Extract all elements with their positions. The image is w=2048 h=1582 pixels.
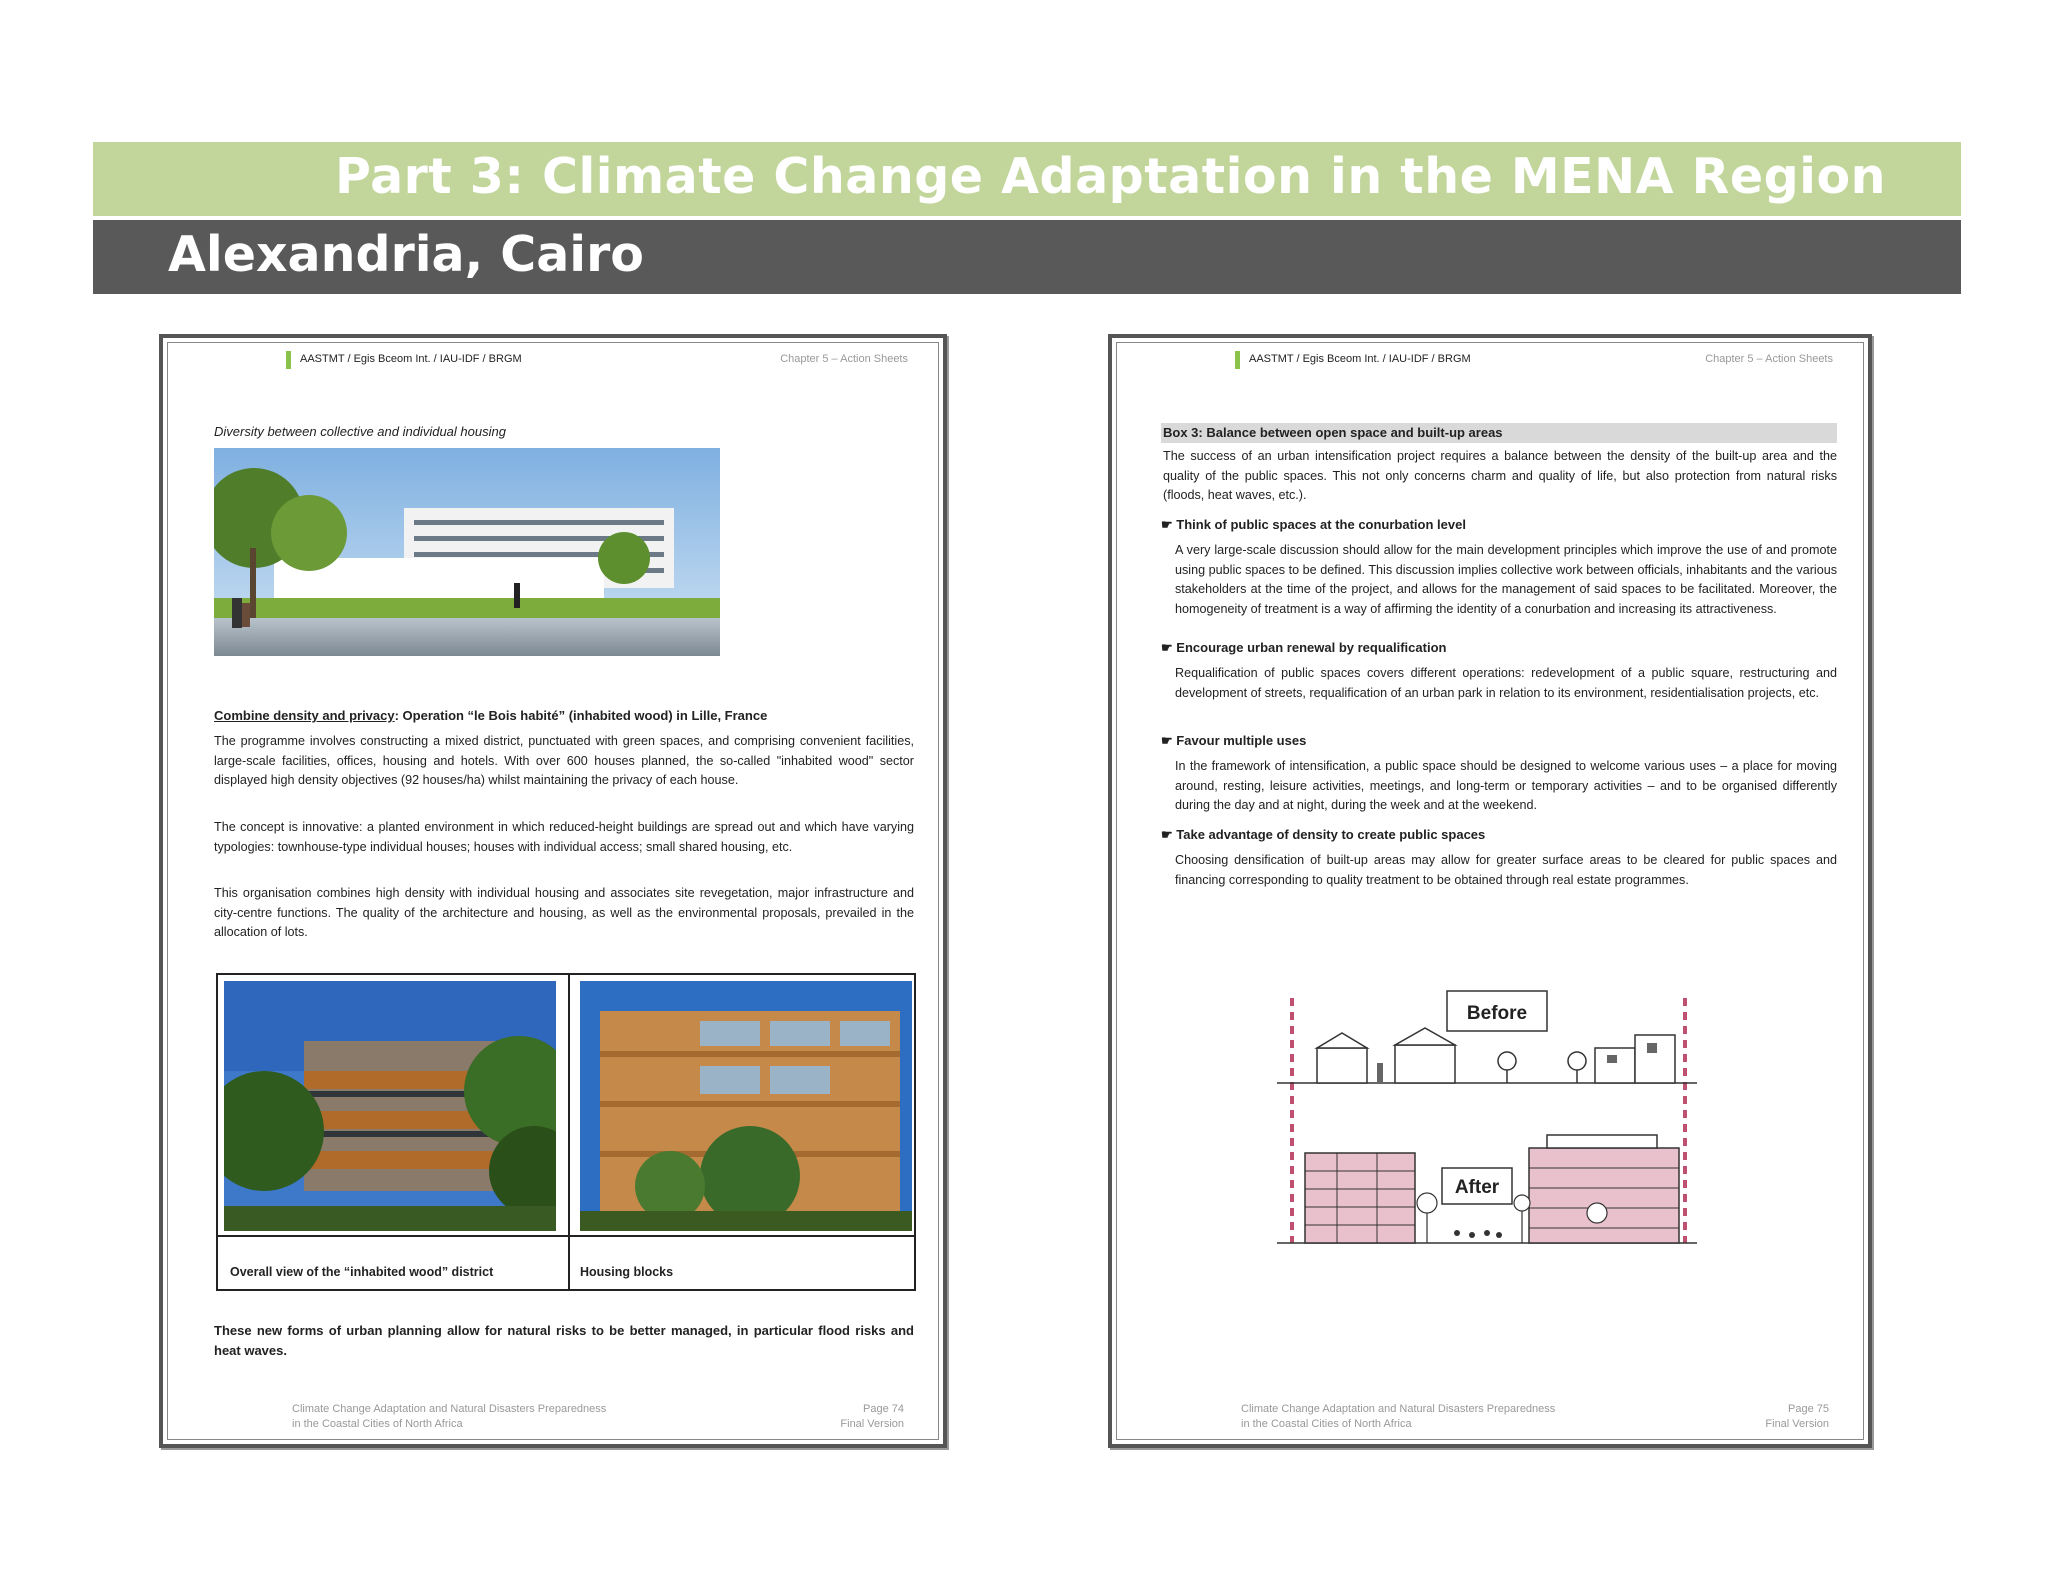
footer-left: Climate Change Adaptation and Natural Disasters Preparedness in the Coastal Cities of North Africa bbox=[292, 1403, 607, 1430]
bullet-body-4: Choosing densification of built-up areas may allow for greater surface areas to be cleared for public spaces and financing corresponding to quality treatment to be obtained through real estate programmes. bbox=[1175, 853, 1837, 887]
box-intro: The success of an urban intensification project requires a balance between the density of the built-up area and the quality of the public spaces. This not only concerns charm and quality of life, but also protection from natural risks (floods, heat waves, etc.). bbox=[1163, 449, 1837, 502]
district-photo bbox=[224, 981, 556, 1231]
page-number: Page 75 bbox=[1788, 1403, 1829, 1415]
box-title: Box 3: Balance between open space and built-up areas bbox=[1161, 423, 1837, 443]
document-page-75 bbox=[1108, 334, 1872, 1448]
housing-photo bbox=[214, 448, 720, 656]
photo-caption-top: Diversity between collective and individual housing bbox=[214, 424, 506, 439]
bullet-body-2: Requalification of public spaces covers different operations: redevelopment of a public square, restructuring and development of streets, requalification of an urban park in relation to its environment, residentialisation projects, etc. bbox=[1175, 666, 1837, 700]
bullet-body-1: A very large-scale discussion should allow for the main development principles which improve the use of and promote using public spaces to be defined. This discussion implies collective work between officials, inhabitants and the various stakeholders at the time of the project, and allows for the management of said spaces to be facilitated. Moreover, the homogeneity of treatment is a way of affirming the identity of a conurbation and increasing its attractiveness. bbox=[1175, 543, 1837, 616]
diagram-before-label: Before bbox=[1466, 1003, 1528, 1024]
closing-statement: These new forms of urban planning allow for natural risks to be better managed, in particular flood risks and heat waves. bbox=[214, 1323, 914, 1358]
paragraph-1: The programme involves constructing a mixed district, punctuated with green spaces, and comprising convenient facilities, large-scale facilities, offices, housing and hotels. With over 600 houses planned, the so-called "inhabited wood" sector displayed high density objectives (92 houses/ha) whilst maintaining the privacy of each house. bbox=[214, 734, 914, 787]
paragraph-2: The concept is innovative: a planted environment in which reduced-height buildings are spread out and which have varying typologies: townhouse-type individual houses; houses with individual access; small shared housing, etc. bbox=[214, 820, 914, 854]
banner-subtitle: Alexandria, Cairo bbox=[168, 226, 644, 283]
diagram-after-label: After bbox=[1454, 1177, 1500, 1198]
bullet-heading-4: ☛ Take advantage of density to create public spaces bbox=[1161, 827, 1486, 842]
subtitle-banner bbox=[93, 220, 1961, 294]
bullet-heading-1: ☛ Think of public spaces at the conurbation level bbox=[1161, 517, 1466, 532]
photo-caption-blocks: Housing blocks bbox=[580, 1265, 674, 1279]
bullet-heading-3: ☛ Favour multiple uses bbox=[1161, 733, 1307, 748]
paragraph-3: This organisation combines high density with individual housing and associates site revegetation, major infrastructure and city-centre functions. The quality of the architecture and housing, as well as the environmental proposals, prevailed in the allocation of lots. bbox=[214, 886, 914, 939]
bullet-heading-2: ☛ Encourage urban renewal by requalification bbox=[1161, 640, 1447, 655]
bullet-body-3: In the framework of intensification, a public space should be designed to welcome various uses – a place for moving around, resting, leisure activities, meetings, and long-term or temporary activities – and to be organised differently during the day and at night, during the week and at the weekend. bbox=[1175, 759, 1837, 812]
footer-right: Page 74 Final Version bbox=[840, 1403, 904, 1430]
banner-title: Part 3: Climate Change Adaptation in the MENA Region bbox=[334, 148, 1886, 205]
housing-blocks-photo bbox=[580, 981, 912, 1231]
photo-caption-district: Overall view of the “inhabited wood” district bbox=[230, 1265, 494, 1279]
page-number: Page 74 bbox=[863, 1403, 904, 1415]
header-org: AASTMT / Egis Bceom Int. / IAU-IDF / BRGM bbox=[300, 353, 522, 365]
header-chapter: Chapter 5 – Action Sheets bbox=[780, 353, 908, 365]
footer-right: Page 75 Final Version bbox=[1765, 1403, 1829, 1430]
photo-table bbox=[216, 973, 916, 1291]
header-org: AASTMT / Egis Bceom Int. / IAU-IDF / BRGM bbox=[1249, 353, 1471, 365]
footer-left: Climate Change Adaptation and Natural Disasters Preparedness in the Coastal Cities of North Africa bbox=[1241, 1403, 1556, 1430]
document-page-74 bbox=[159, 334, 947, 1448]
header-marker bbox=[286, 351, 291, 369]
section-heading: Combine density and privacy: Operation “le Bois habité” (inhabited wood) in Lille, France bbox=[214, 708, 768, 723]
before-after-diagram bbox=[1277, 983, 1707, 1253]
section-banner bbox=[93, 142, 1961, 216]
header-marker bbox=[1235, 351, 1240, 369]
header-chapter: Chapter 5 – Action Sheets bbox=[1705, 353, 1833, 365]
